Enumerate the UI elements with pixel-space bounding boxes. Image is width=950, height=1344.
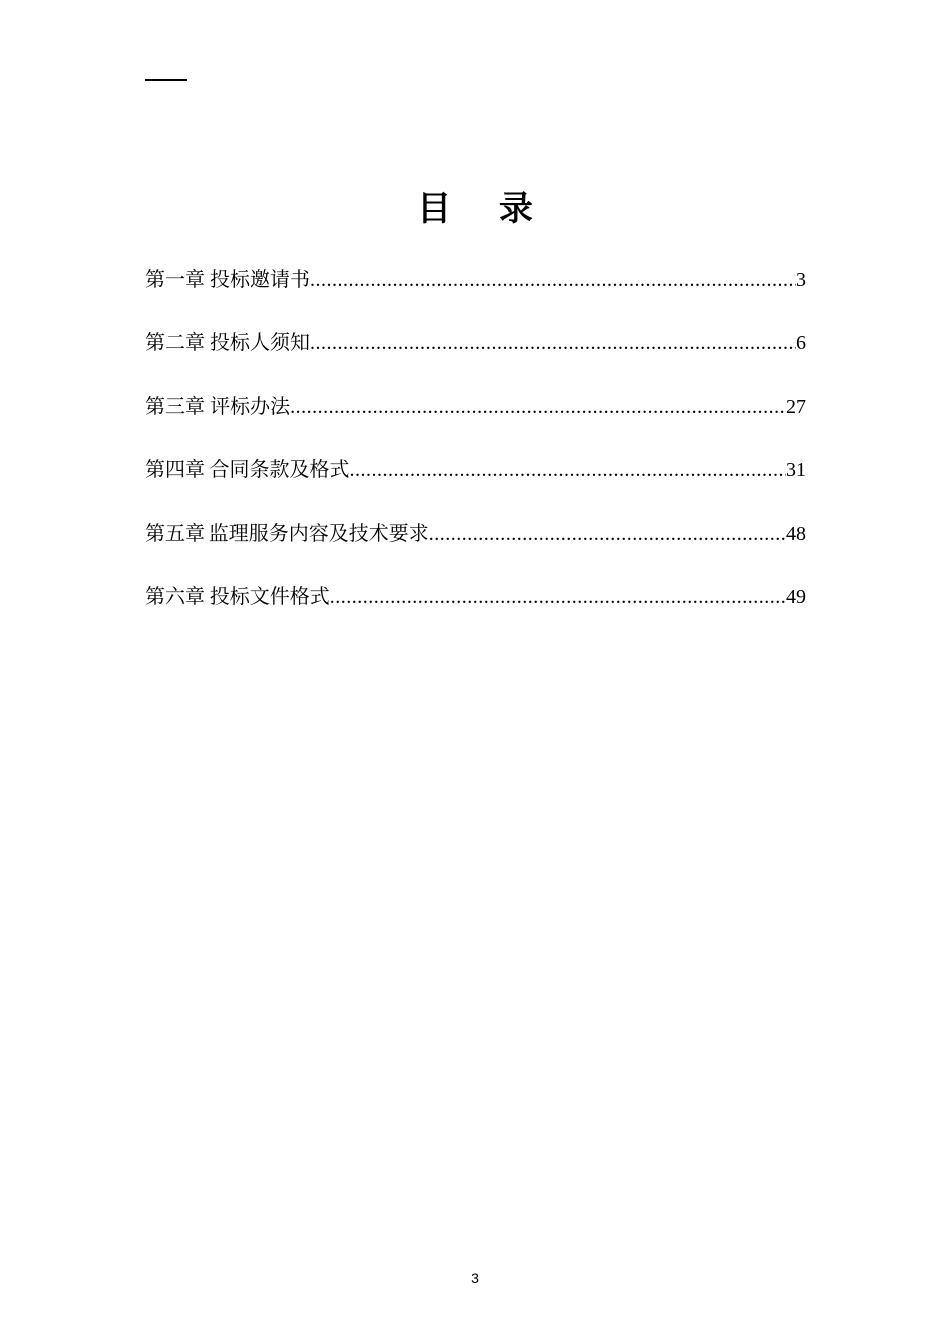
toc-chapter-label: 第二章 bbox=[145, 330, 205, 355]
toc-chapter-name: 合同条款及格式 bbox=[209, 457, 350, 482]
toc-chapter-name: 评标办法 bbox=[210, 393, 291, 418]
toc-chapter-label: 第五章 bbox=[145, 520, 205, 545]
toc-chapter-label: 第六章 bbox=[145, 583, 205, 608]
toc-dot-leader bbox=[429, 517, 786, 551]
toc-page-number: 27 bbox=[786, 395, 806, 418]
table-of-contents bbox=[145, 262, 806, 642]
toc-chapter-label: 第三章 bbox=[145, 393, 205, 418]
page-number: 3 bbox=[471, 1270, 479, 1286]
toc-chapter-name: 监理服务内容及技术要求 bbox=[208, 520, 429, 545]
toc-dot-leader bbox=[310, 263, 796, 297]
toc-chapter-label: 第四章 bbox=[145, 457, 205, 482]
toc-page-number: 3 bbox=[796, 269, 806, 291]
toc-dot-leader bbox=[310, 326, 796, 360]
header-rule bbox=[145, 79, 187, 81]
toc-dot-leader bbox=[290, 390, 786, 424]
toc-entry[interactable] bbox=[145, 325, 806, 388]
toc-chapter-name: 投标人须知 bbox=[210, 330, 311, 355]
toc-dot-leader bbox=[350, 453, 786, 487]
toc-page-number: 31 bbox=[786, 459, 806, 482]
page-title: 目 录 bbox=[417, 189, 551, 229]
toc-entry[interactable] bbox=[145, 262, 806, 325]
toc-chapter-name: 投标邀请书 bbox=[210, 267, 311, 291]
toc-page-number: 6 bbox=[796, 332, 806, 355]
toc-entry[interactable] bbox=[145, 579, 806, 642]
toc-chapter-label: 第一章 bbox=[145, 267, 205, 291]
toc-chapter-name: 投标文件格式 bbox=[209, 583, 330, 608]
toc-entry[interactable] bbox=[145, 389, 806, 452]
toc-entry[interactable] bbox=[145, 516, 806, 579]
toc-dot-leader bbox=[330, 580, 786, 614]
toc-entry[interactable] bbox=[145, 452, 806, 515]
toc-page-number: 48 bbox=[786, 522, 806, 545]
toc-page-number: 49 bbox=[786, 585, 806, 608]
